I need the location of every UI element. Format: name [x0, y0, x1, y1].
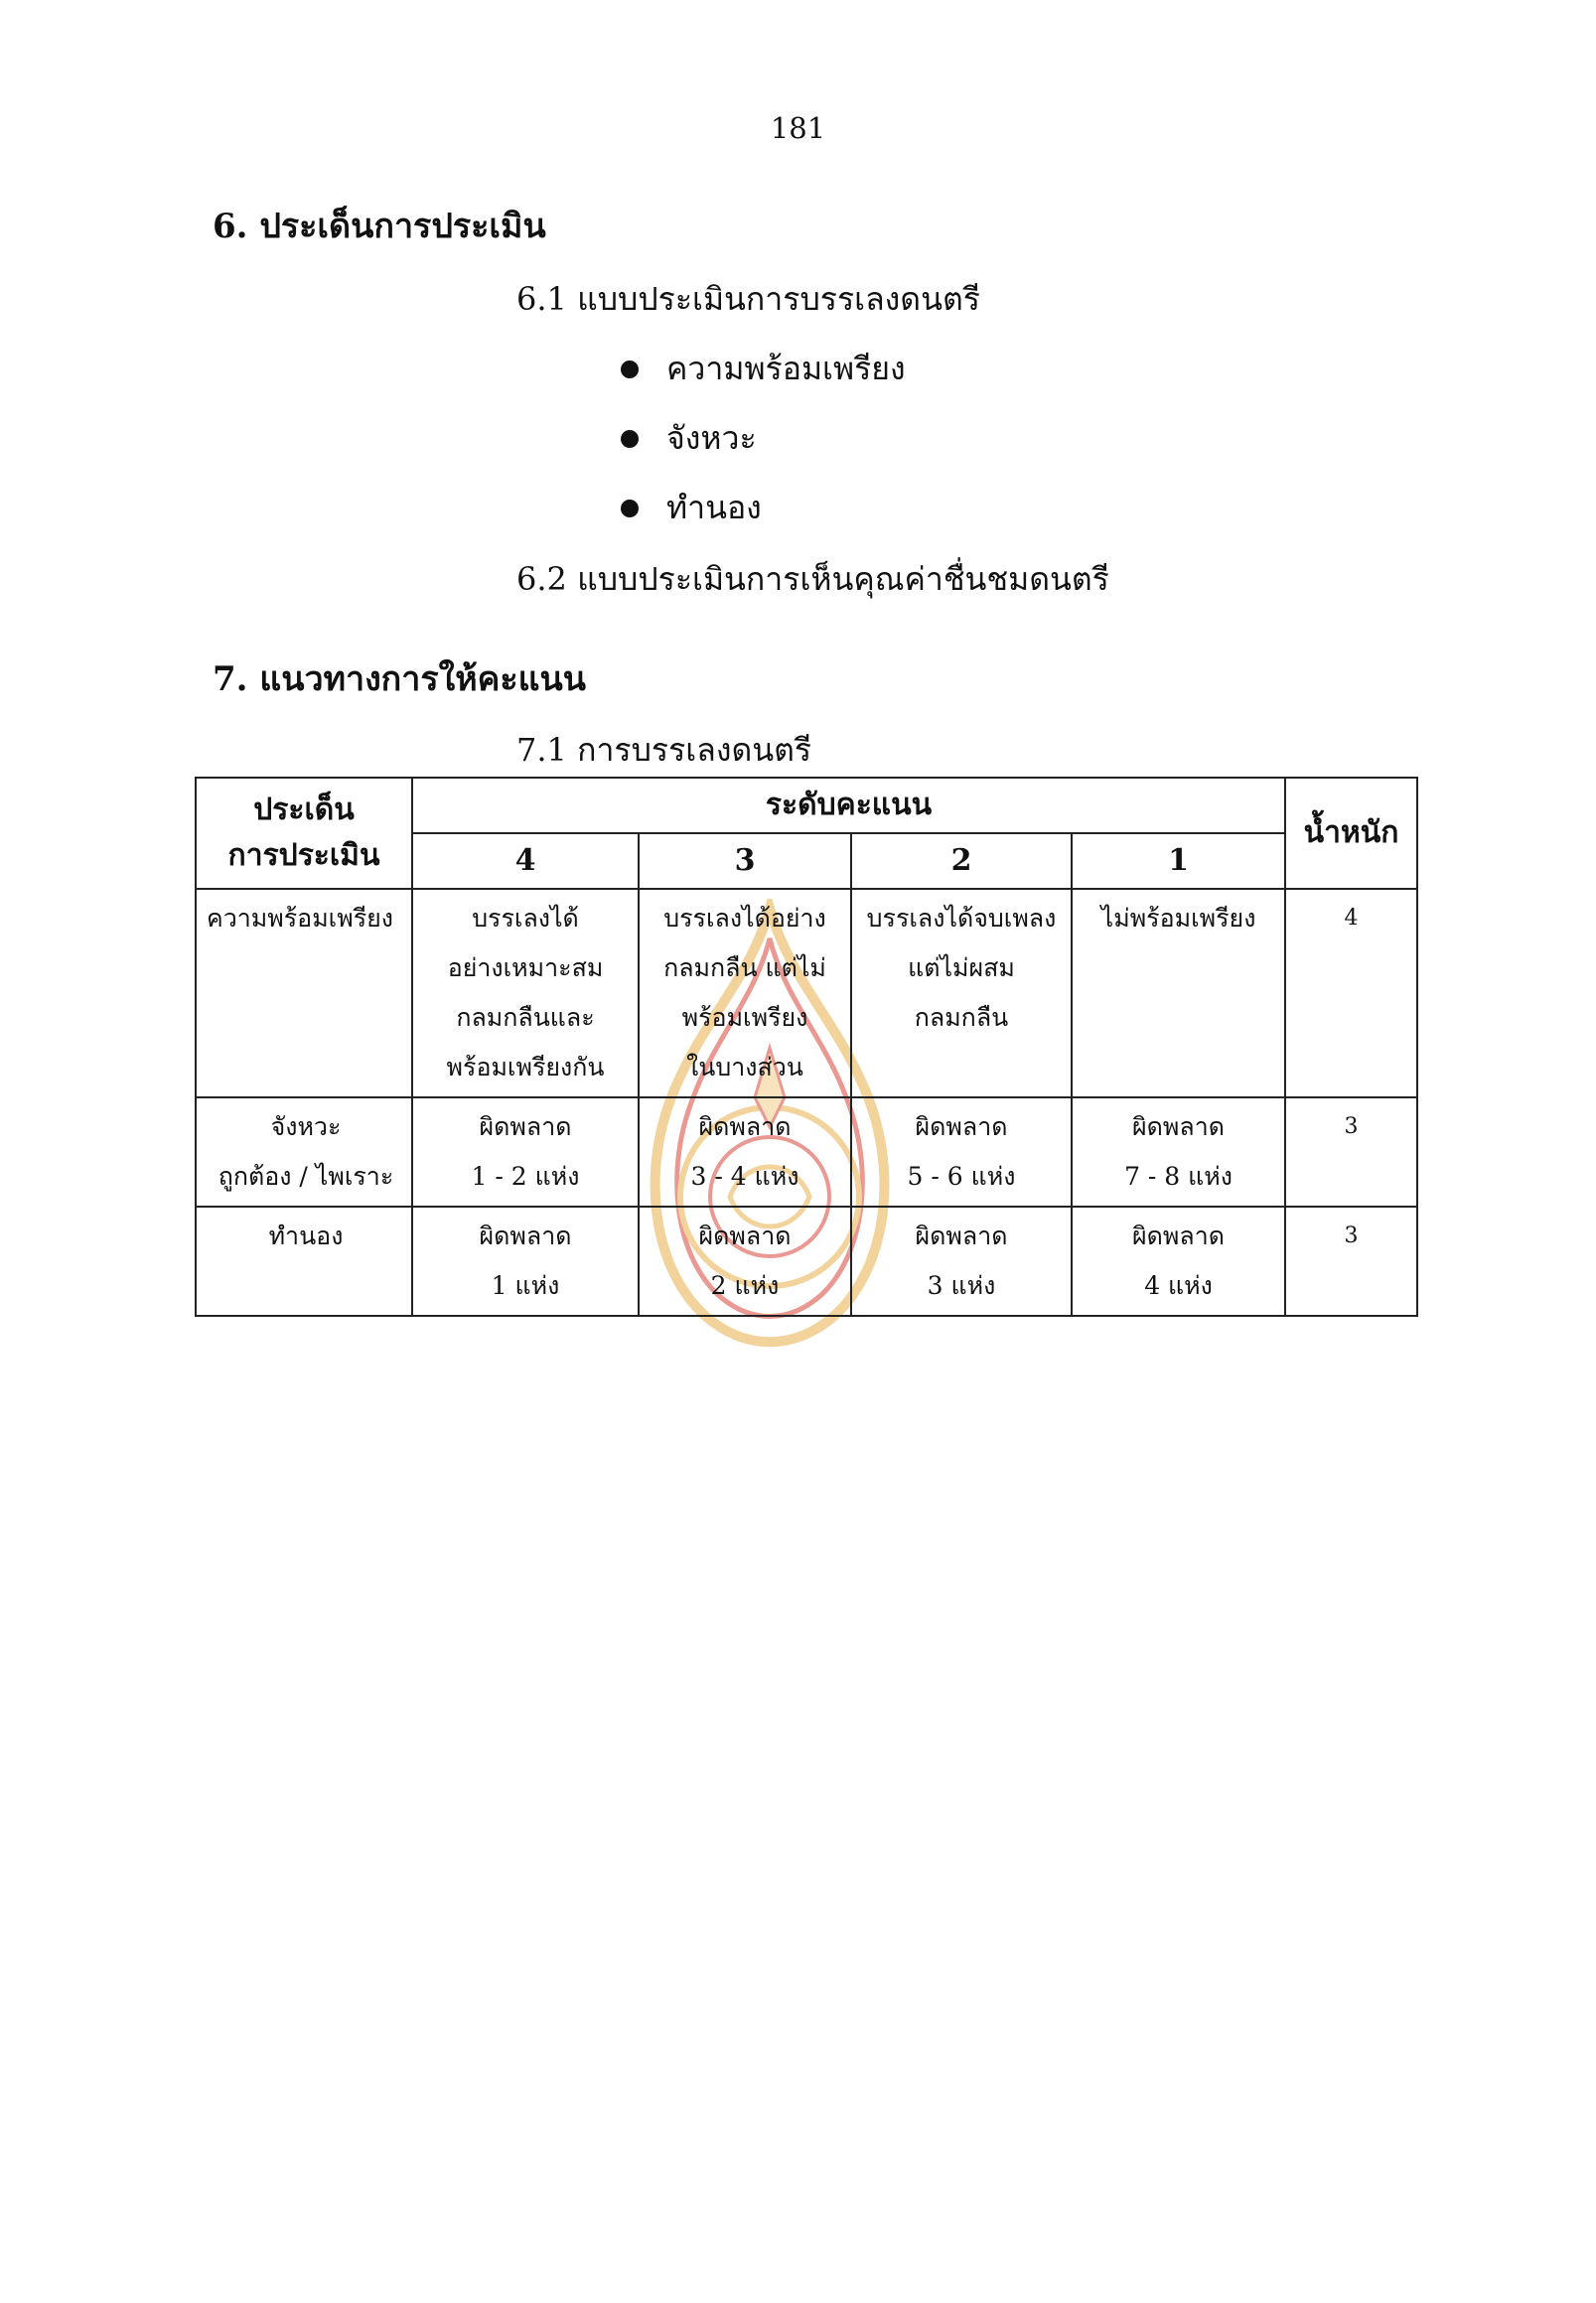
section-7-1-heading: 7.1 การบรรเลงดนตรี [516, 731, 812, 769]
bullet-item [621, 413, 757, 464]
criterion-header [196, 778, 412, 889]
level-header: 4 [412, 833, 639, 889]
cell-line: อย่างเหมาะสม [447, 953, 604, 982]
cell-line: กลมกลืน แต่ไม่ [663, 953, 826, 982]
cell-line: ผิดพลาด [698, 1222, 792, 1250]
cell-line: กลมกลืนและ [456, 1003, 595, 1032]
criterion-cell [196, 889, 412, 1097]
cell-line: จังหวะ [270, 1112, 342, 1141]
cell-line: กลมกลืน [914, 1003, 1009, 1032]
bullet-item [621, 344, 906, 394]
cell-line: ทำนอง [268, 1222, 344, 1250]
cell-line: ผิดพลาด [915, 1112, 1008, 1141]
cell-line: ไม่พร้อมเพรียง [1100, 904, 1256, 933]
cell-line: 1 - 2 แห่ง [471, 1162, 580, 1191]
cell-line: ผิดพลาด [479, 1112, 572, 1141]
cell-line: 3 แห่ง [927, 1271, 996, 1300]
cell-line: แต่ไม่ผสม [908, 953, 1015, 982]
level-1-cell [1072, 1207, 1285, 1316]
scoring-rubric-table-wrapper [195, 777, 1416, 1300]
bullet-label: ความพร้อมเพรียง [666, 350, 906, 387]
level-header: 2 [851, 833, 1072, 889]
cell-line: 2 แห่ง [710, 1271, 780, 1300]
scoring-rubric-table [195, 777, 1418, 1317]
cell-line: ถูกต้อง / ไพเราะ [218, 1162, 394, 1191]
level-2-cell [851, 1097, 1072, 1207]
bullet-label: ทำนอง [666, 489, 762, 526]
criterion-cell [196, 1207, 412, 1316]
cell-line: ผิดพลาด [1132, 1112, 1225, 1141]
level-2-cell [851, 889, 1072, 1097]
table-row [196, 1097, 1417, 1207]
weight-cell: 3 [1285, 1097, 1417, 1207]
cell-line: 5 - 6 แห่ง [907, 1162, 1016, 1191]
cell-line: 1 แห่ง [491, 1271, 560, 1300]
bullet-icon [621, 360, 639, 378]
level-4-cell [412, 1207, 639, 1316]
section-6-heading: 6. ประเด็นการประเมิน [213, 207, 546, 246]
cell-line: 7 - 8 แห่ง [1124, 1162, 1233, 1191]
level-1-cell [1072, 1097, 1285, 1207]
weight-cell: 4 [1285, 889, 1417, 1097]
level-1-cell [1072, 889, 1285, 1097]
bullet-label: จังหวะ [666, 419, 757, 457]
table-row [196, 1207, 1417, 1316]
level-4-cell [412, 1097, 639, 1207]
cell-line: ในบางส่วน [686, 1053, 803, 1081]
bullet-item [621, 483, 762, 533]
level-4-cell [412, 889, 639, 1097]
level-3-cell [639, 889, 851, 1097]
cell-line: บรรเลงได้จบเพลง [866, 904, 1057, 933]
section-6-2-heading: 6.2 แบบประเมินการเห็นคุณค่าชื่นชมดนตรี [516, 560, 1109, 598]
weight-cell: 3 [1285, 1207, 1417, 1316]
criterion-cell [196, 1097, 412, 1207]
cell-line: พร้อมเพรียง [681, 1003, 808, 1032]
bullet-icon [621, 500, 639, 517]
level-3-cell [639, 1207, 851, 1316]
cell-line: ผิดพลาด [479, 1222, 572, 1250]
criterion-header-line: ประเด็น [253, 792, 355, 827]
level-header: 1 [1072, 833, 1285, 889]
level-header: 3 [639, 833, 851, 889]
table-row [196, 889, 1417, 1097]
cell-line: บรรเลงได้อย่าง [663, 904, 826, 933]
cell-line: ผิดพลาด [915, 1222, 1008, 1250]
cell-line: บรรเลงได้ [472, 904, 579, 933]
cell-line: 4 แห่ง [1144, 1271, 1213, 1300]
level-2-cell [851, 1207, 1072, 1316]
cell-line: ความพร้อมเพรียง [207, 904, 393, 933]
page-number: 181 [770, 111, 826, 145]
level-3-cell [639, 1097, 851, 1207]
section-6-1-heading: 6.1 แบบประเมินการบรรเลงดนตรี [516, 280, 980, 318]
weight-header: น้ำหนัก [1285, 778, 1417, 889]
bullet-icon [621, 430, 639, 448]
section-7-heading: 7. แนวทางการให้คะแนน [213, 659, 587, 699]
levels-header: ระดับคะแนน [412, 778, 1285, 833]
table-header-row [196, 778, 1417, 833]
cell-line: ผิดพลาด [698, 1112, 792, 1141]
cell-line: 3 - 4 แห่ง [690, 1162, 799, 1191]
cell-line: พร้อมเพรียงกัน [446, 1053, 605, 1081]
cell-line: ผิดพลาด [1132, 1222, 1225, 1250]
criterion-header-line: การประเมิน [227, 838, 380, 873]
